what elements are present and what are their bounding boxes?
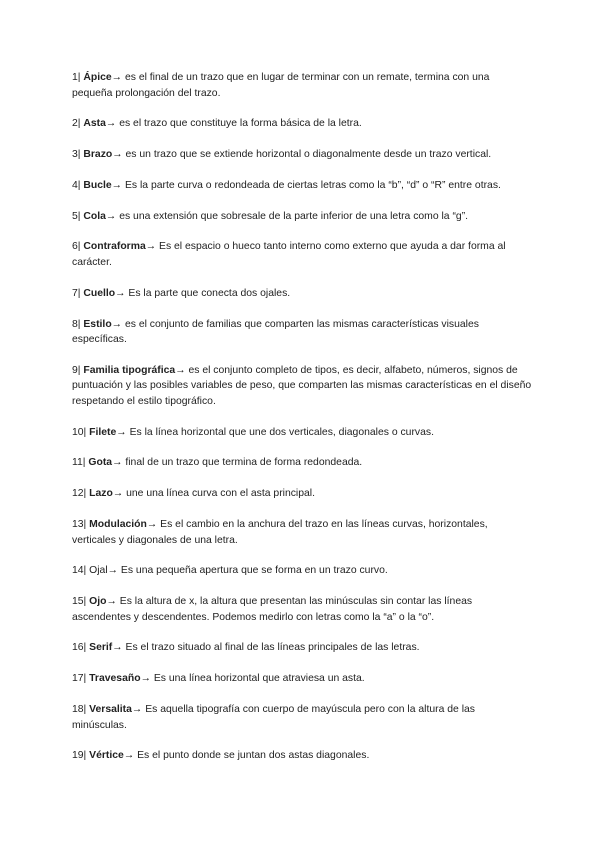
entry-term: Ápice	[83, 72, 112, 83]
entry-definition: es un trazo que se extiende horizontal o diagonalmente desde un trazo vertical.	[125, 149, 492, 161]
entry-definition: es una extensión que sobresale de la parte inferior de una letra como la “g”.	[119, 210, 469, 222]
arrow-icon: →	[105, 210, 117, 222]
arrow-icon: →	[140, 673, 151, 685]
entry-number: 18|	[72, 704, 87, 716]
arrow-icon: →	[107, 565, 119, 577]
arrow-icon: →	[175, 364, 186, 376]
glossary-entry-16	[72, 640, 532, 656]
entry-definition: Es la parte curva o redondeada de ciertas letras como la “b”, “d” o “R” entre otras.	[124, 179, 501, 191]
entry-term: Cuello	[83, 287, 116, 299]
arrow-icon: →	[131, 704, 143, 716]
entry-number: 14|	[72, 565, 87, 577]
glossary-entry-4	[72, 178, 532, 194]
glossary-entry-12	[72, 486, 532, 502]
entry-number: 5|	[72, 210, 81, 222]
arrow-icon: →	[116, 426, 127, 438]
glossary-entry-14	[72, 563, 532, 579]
entry-number: 3|	[72, 149, 81, 161]
arrow-icon: →	[111, 72, 123, 83]
entry-term: Brazo	[83, 149, 113, 161]
glossary-entry-15	[72, 594, 532, 625]
entry-definition: Es aquella tipografía con cuerpo de mayúscula pero con la altura de las minúsculas.	[72, 704, 476, 731]
entry-term: Cola	[83, 210, 106, 222]
entry-number: 11|	[72, 457, 86, 469]
entry-term: Asta	[83, 118, 106, 130]
entry-definition: es el conjunto de familias que comparten las mismas características visuales específicas.	[72, 318, 479, 346]
entry-definition: Es la altura de x, la altura que presentan las minúsculas sin contar las líneas ascendentes y descendentes. Podemos medirlo con letras como la “a” o la “o”.	[72, 596, 473, 623]
glossary-entry-2	[72, 116, 532, 132]
entry-term: Estilo	[83, 318, 112, 330]
entry-number: 17|	[72, 673, 87, 685]
entry-number: 16|	[72, 642, 87, 654]
entry-term: Gota	[88, 457, 113, 469]
glossary-entry-5	[72, 209, 532, 225]
entry-term: Lazo	[89, 488, 113, 500]
entry-definition: Es el cambio en la anchura del trazo en las líneas curvas, horizontales, verticales y diagonales de una letra.	[72, 519, 488, 546]
glossary-entry-9	[72, 363, 532, 410]
entry-number: 10|	[72, 426, 87, 438]
glossary-entry-6	[72, 239, 532, 270]
entry-term: Modulación	[89, 519, 147, 531]
glossary-entry-13	[72, 517, 532, 548]
entry-term: Vértice	[89, 750, 124, 762]
glossary-entry-11	[72, 455, 532, 471]
entry-term: Familia tipográfica	[83, 364, 176, 376]
glossary-entry-17	[72, 671, 532, 687]
arrow-icon: →	[106, 596, 117, 608]
glossary-entry-1	[72, 70, 532, 101]
arrow-icon: →	[111, 179, 123, 191]
arrow-icon: →	[145, 241, 157, 253]
entry-definition: Es la parte que conecta dos ojales.	[128, 287, 291, 299]
glossary-entry-8	[72, 317, 532, 348]
entry-term: Serif	[89, 642, 113, 654]
entry-term: Travesaño	[89, 673, 141, 685]
entry-definition: es el final de un trazo que en lugar de terminar con un remate, termina con una pequeña prolongación del trazo.	[72, 72, 490, 99]
glossary-entry-19	[72, 748, 532, 764]
arrow-icon: →	[115, 287, 126, 299]
entry-term: Ojo	[89, 596, 107, 608]
entry-term: Contraforma	[83, 241, 146, 253]
glossary-document	[72, 70, 532, 779]
arrow-icon: →	[112, 149, 123, 161]
arrow-icon: →	[112, 488, 124, 500]
entry-number: 4|	[72, 179, 81, 191]
entry-number: 2|	[72, 118, 81, 130]
entry-definition: Es el trazo situado al final de las líneas principales de las letras.	[125, 642, 420, 654]
glossary-entry-7	[72, 286, 532, 302]
entry-definition: Es una pequeña apertura que se forma en un trazo curvo.	[120, 565, 388, 577]
entry-definition: final de un trazo que termina de forma redondeada.	[125, 457, 363, 469]
entry-term: Filete	[89, 426, 117, 438]
entry-number: 12|	[72, 488, 87, 500]
entry-definition: es el trazo que constituye la forma básica de la letra.	[119, 118, 362, 130]
entry-term: Versalita	[89, 704, 132, 716]
arrow-icon: →	[146, 519, 158, 531]
arrow-icon: →	[105, 118, 117, 130]
entry-number: 13|	[72, 519, 87, 531]
entry-definition: Es una línea horizontal que atraviesa un asta.	[153, 673, 365, 685]
glossary-entry-18	[72, 702, 532, 733]
glossary-entry-3	[72, 147, 532, 163]
entry-number: 7|	[72, 287, 81, 299]
entry-number: 15|	[72, 596, 87, 608]
arrow-icon: →	[112, 457, 123, 469]
entry-definition: une una línea curva con el asta principal.	[126, 488, 315, 500]
entry-definition: es el conjunto completo de tipos, es decir, alfabeto, números, signos de puntuación y las posibles variables de peso, que comparten las mismas características en el diseño respetando el estilo tipográfico.	[72, 364, 532, 407]
entry-number: 1|	[72, 72, 81, 83]
arrow-icon: →	[112, 642, 123, 654]
glossary-entry-10	[72, 425, 532, 441]
entry-number: 19|	[72, 750, 87, 762]
entry-term: Bucle	[83, 179, 112, 191]
entry-number: 6|	[72, 241, 81, 253]
entry-term: Ojal	[89, 565, 108, 577]
entry-definition: Es la línea horizontal que une dos verticales, diagonales o curvas.	[129, 426, 434, 438]
entry-definition: Es el punto donde se juntan dos astas diagonales.	[137, 750, 370, 762]
arrow-icon: →	[111, 318, 123, 330]
entry-definition: Es el espacio o hueco tanto interno como externo que ayuda a dar forma al carácter.	[72, 241, 506, 268]
entry-number: 9|	[72, 364, 81, 376]
arrow-icon: →	[123, 750, 135, 762]
entry-number: 8|	[72, 318, 81, 330]
